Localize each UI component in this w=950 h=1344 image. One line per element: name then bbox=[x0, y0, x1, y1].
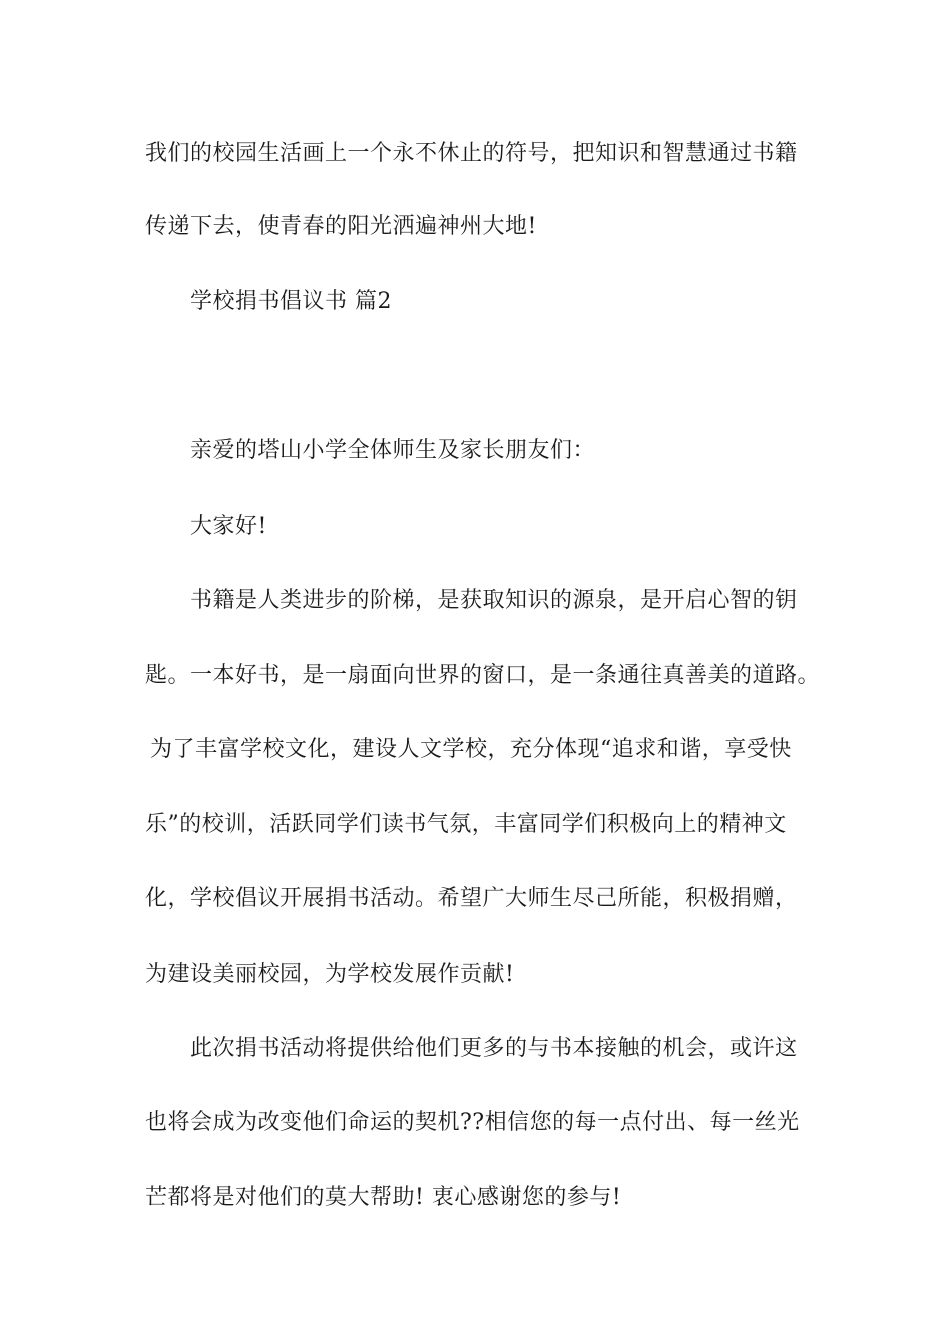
greeting: 大家好! bbox=[190, 514, 267, 539]
salutation: 亲爱的塔山小学全体师生及家长朋友们： bbox=[190, 438, 596, 463]
section-heading: 学校捐书倡议书 篇2 bbox=[190, 289, 392, 314]
paragraph-line: 我们的校园生活画上一个永不休止的符号，把知识和智慧通过书籍 bbox=[145, 141, 798, 166]
paragraph-line: 化，学校倡议开展捐书活动。希望广大师生尽己所能，积极捐赠， bbox=[145, 886, 798, 911]
paragraph-line: 乐”的校训，活跃同学们读书气氛，丰富同学们积极向上的精神文 bbox=[145, 812, 787, 837]
paragraph-line: 也将会成为改变他们命运的契机??相信您的每一点付出、每一丝光 bbox=[145, 1110, 800, 1135]
paragraph-line: 匙。一本好书，是一扇面向世界的窗口，是一条通往真善美的道路。 bbox=[145, 663, 821, 688]
paragraph-line: 书籍是人类进步的阶梯，是获取知识的源泉，是开启心智的钥 bbox=[190, 588, 798, 613]
paragraph-line: 传递下去，使青春的阳光洒遍神州大地! bbox=[145, 214, 537, 239]
paragraph-line: 芒都将是对他们的莫大帮助! 衷心感谢您的参与! bbox=[145, 1185, 622, 1210]
paragraph-line: 为建设美丽校园，为学校发展作贡献! bbox=[145, 962, 515, 987]
paragraph-line: 为了丰富学校文化，建设人文学校，充分体现“追求和谐，享受快 bbox=[150, 737, 792, 762]
paragraph-line: 此次捐书活动将提供给他们更多的与书本接触的机会，或许这 bbox=[190, 1036, 798, 1061]
